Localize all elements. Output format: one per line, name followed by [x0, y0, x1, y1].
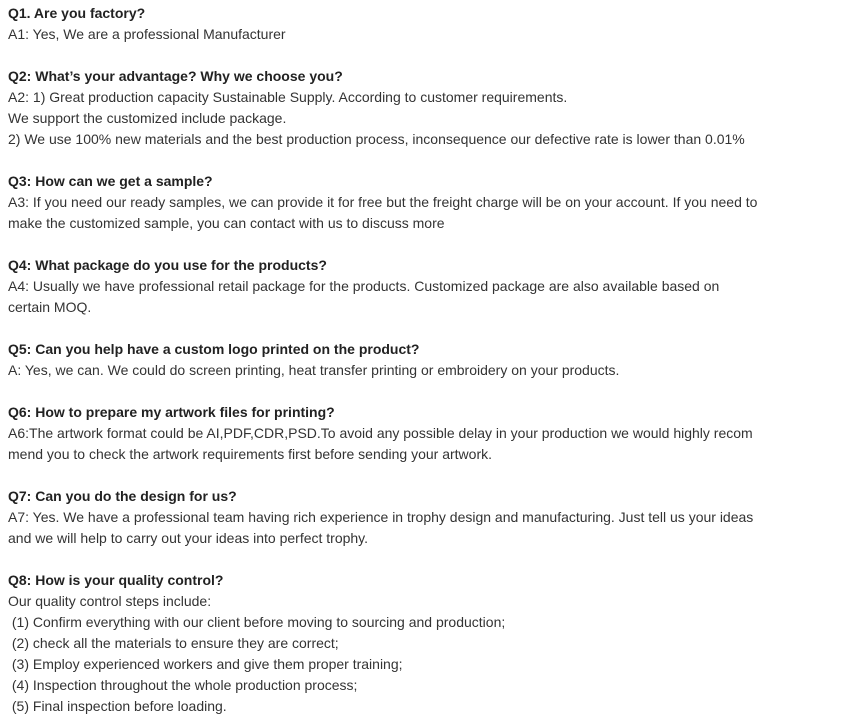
- question-8: Q8: How is your quality control?: [8, 572, 224, 588]
- faq-item-7: [8, 486, 853, 549]
- answer-4-line-2: certain MOQ.: [8, 299, 92, 315]
- answer-1-line-1: A1: Yes, We are a professional Manufacturer: [8, 26, 286, 42]
- question-5: Q5: Can you help have a custom logo printed on the product?: [8, 341, 420, 357]
- question-7: Q7: Can you do the design for us?: [8, 488, 237, 504]
- answer-2-line-1: A2: 1) Great production capacity Sustainable Supply. According to customer requirements.: [8, 89, 568, 105]
- answer-5-line-1: A: Yes, we can. We could do screen printing, heat transfer printing or embroidery on your products.: [8, 362, 620, 378]
- answer-4-line-1: A4: Usually we have professional retail package for the products. Customized package are also available based on: [8, 278, 720, 294]
- answer-2-line-2: We support the customized include package.: [8, 110, 287, 126]
- faq-document: [8, 3, 853, 717]
- answer-3-line-1: A3: If you need our ready samples, we can provide it for free but the freight charge will be on your account. If you need to: [8, 194, 758, 210]
- faq-item-5: [8, 339, 853, 381]
- faq-item-8: [8, 570, 853, 717]
- answer-2-line-3: 2) We use 100% new materials and the best production process, inconsequence our defective rate is lower than 0.01%: [8, 131, 745, 147]
- answer-6-line-2: mend you to check the artwork requirements first before sending your artwork.: [8, 446, 492, 462]
- spacer: [8, 549, 853, 570]
- answer-8-line-5: (4) Inspection throughout the whole production process;: [8, 677, 358, 693]
- faq-item-4: [8, 255, 853, 318]
- faq-item-1: [8, 3, 853, 45]
- question-4: Q4: What package do you use for the products?: [8, 257, 327, 273]
- question-2: Q2: What’s your advantage? Why we choose you?: [8, 68, 343, 84]
- spacer: [8, 318, 853, 339]
- spacer: [8, 465, 853, 486]
- answer-8-line-6: (5) Final inspection before loading.: [8, 698, 227, 714]
- answer-7-line-2: and we will help to carry out your ideas into perfect trophy.: [8, 530, 369, 546]
- spacer: [8, 150, 853, 171]
- faq-item-3: [8, 171, 853, 234]
- answer-3-line-2: make the customized sample, you can contact with us to discuss more: [8, 215, 445, 231]
- answer-8-line-1: Our quality control steps include:: [8, 593, 212, 609]
- spacer: [8, 381, 853, 402]
- faq-item-6: [8, 402, 853, 465]
- spacer: [8, 45, 853, 66]
- answer-8-line-2: (1) Confirm everything with our client before moving to sourcing and production;: [8, 614, 506, 630]
- spacer: [8, 234, 853, 255]
- answer-6-line-1: A6:The artwork format could be AI,PDF,CDR,PSD.To avoid any possible delay in your production we would highly recom: [8, 425, 753, 441]
- faq-item-2: [8, 66, 853, 150]
- answer-7-line-1: A7: Yes. We have a professional team having rich experience in trophy design and manufacturing. Just tell us your ideas: [8, 509, 754, 525]
- answer-8-line-3: (2) check all the materials to ensure they are correct;: [8, 635, 339, 651]
- question-1: Q1. Are you factory?: [8, 5, 146, 21]
- question-6: Q6: How to prepare my artwork files for printing?: [8, 404, 335, 420]
- question-3: Q3: How can we get a sample?: [8, 173, 213, 189]
- answer-8-line-4: (3) Employ experienced workers and give them proper training;: [8, 656, 403, 672]
